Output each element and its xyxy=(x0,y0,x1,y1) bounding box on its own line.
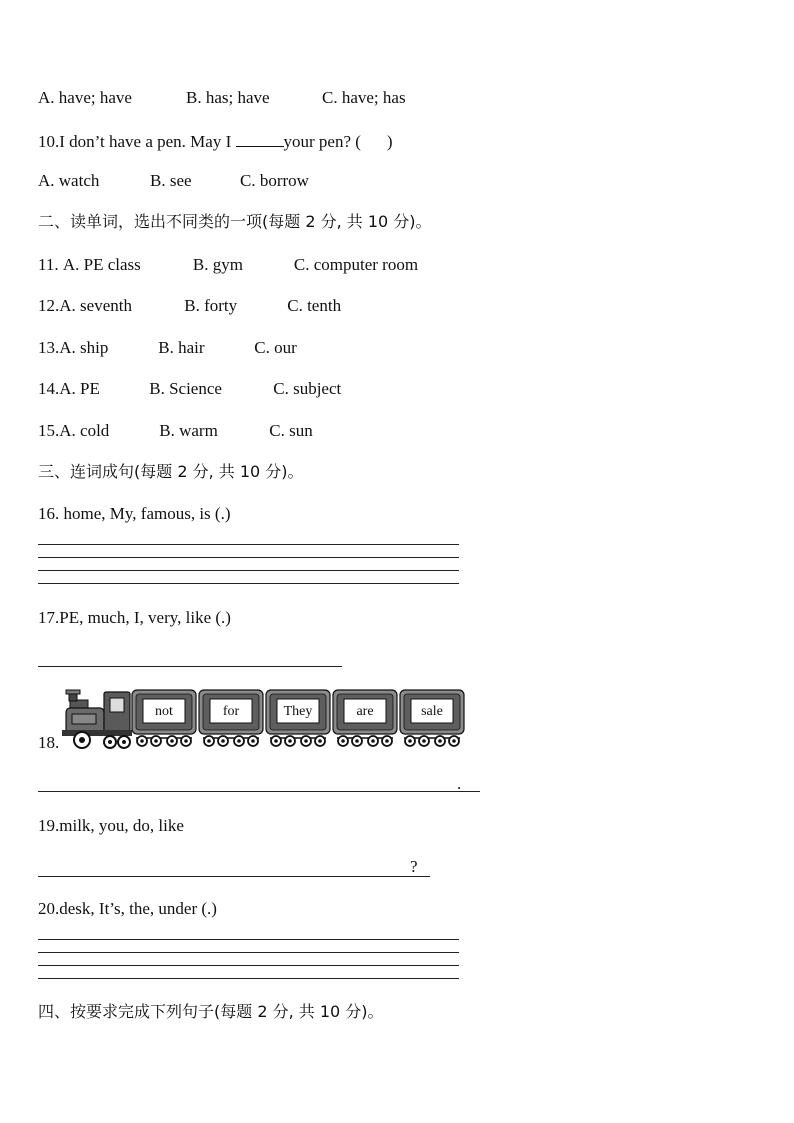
train-word-1: not xyxy=(155,704,173,719)
q18-period: . xyxy=(457,774,462,793)
q10-option-b: B. see xyxy=(150,171,192,190)
section4-heading: 四、按要求完成下列句子(每题 2 分, 共 10 分)。 xyxy=(38,1002,384,1021)
q20-writing-line-1[interactable] xyxy=(38,939,459,940)
q9-options xyxy=(38,88,406,108)
q11-option-c: C. computer room xyxy=(293,255,419,274)
q11-number: 11. xyxy=(38,255,63,274)
q14-option-b: B. Science xyxy=(149,379,222,398)
q19-question: 19.milk, you, do, like xyxy=(38,816,184,835)
q11-option-b: B. gym xyxy=(192,255,243,274)
q10-options xyxy=(38,171,309,191)
q9-option-a: A. have; have xyxy=(38,88,132,107)
q12-number: 12. xyxy=(38,296,60,315)
q12-option-c: C. tenth xyxy=(287,296,342,315)
q10-close-paren: ) xyxy=(386,132,393,151)
q14-number: 14. xyxy=(38,379,60,398)
q16-writing-line-2[interactable] xyxy=(38,557,459,558)
train-car-4 xyxy=(333,690,397,746)
q14-option-c: C. subject xyxy=(273,379,342,398)
q18-answer-line[interactable] xyxy=(38,791,480,792)
q10-option-c: C. borrow xyxy=(240,171,309,190)
q15-option-a: A. cold xyxy=(59,421,110,440)
q10-question xyxy=(38,130,393,152)
q13-option-b: B. hair xyxy=(158,338,205,357)
q19-question-mark: ? xyxy=(410,857,418,876)
q20-writing-line-3[interactable] xyxy=(38,965,459,966)
section3-heading: 三、连词成句(每题 2 分, 共 10 分)。 xyxy=(38,462,304,481)
q13-option-c: C. our xyxy=(254,338,297,357)
q16-writing-line-4[interactable] xyxy=(38,583,459,584)
train-car-5 xyxy=(400,690,464,746)
q18-number: 18. xyxy=(38,733,60,752)
q15-number: 15. xyxy=(38,421,60,440)
q10-text-after: your pen? ( xyxy=(283,132,361,151)
q14-item xyxy=(38,379,341,399)
q13-option-a: A. ship xyxy=(59,338,109,357)
q10-option-a: A. watch xyxy=(38,171,100,190)
section2-heading: 二、读单词，选出不同类的一项(每题 2 分, 共 10 分)。 xyxy=(38,212,432,231)
q20-question: 20.desk, It’s, the, under (.) xyxy=(38,899,217,918)
train-word-3: They xyxy=(283,704,313,719)
q11-option-a: A. PE class xyxy=(62,255,141,274)
q12-option-a: A. seventh xyxy=(59,296,132,315)
q12-option-b: B. forty xyxy=(184,296,238,315)
q15-option-c: C. sun xyxy=(269,421,313,440)
q9-option-b: B. has; have xyxy=(186,88,270,107)
q10-answer-blank[interactable] xyxy=(236,130,284,147)
q15-item xyxy=(38,421,313,441)
train-car-1 xyxy=(132,690,196,746)
train-word-4: are xyxy=(356,704,374,719)
train-car-2 xyxy=(199,690,263,746)
q10-text-before: 10.I don’t have a pen. May I xyxy=(38,132,236,151)
q20-writing-line-2[interactable] xyxy=(38,952,459,953)
q14-option-a: A. PE xyxy=(59,379,100,398)
q16-writing-line-3[interactable] xyxy=(38,570,459,571)
train-word-5: sale xyxy=(421,704,443,719)
q16-question: 16. home, My, famous, is (.) xyxy=(38,504,231,523)
q15-option-b: B. warm xyxy=(159,421,218,440)
train-car-3 xyxy=(266,690,330,746)
q20-writing-line-4[interactable] xyxy=(38,978,459,979)
locomotive-icon xyxy=(62,690,132,748)
q17-answer-line[interactable] xyxy=(38,666,342,667)
q11-item xyxy=(38,255,418,275)
q12-item xyxy=(38,296,341,316)
q17-question: 17.PE, much, I, very, like (.) xyxy=(38,608,231,627)
q13-item xyxy=(38,338,297,358)
q19-answer-line[interactable] xyxy=(38,876,430,877)
word-train-image xyxy=(60,686,470,750)
q13-number: 13. xyxy=(38,338,60,357)
train-word-2: for xyxy=(222,704,240,719)
q9-option-c: C. have; has xyxy=(322,88,406,107)
q16-writing-line-1[interactable] xyxy=(38,544,459,545)
